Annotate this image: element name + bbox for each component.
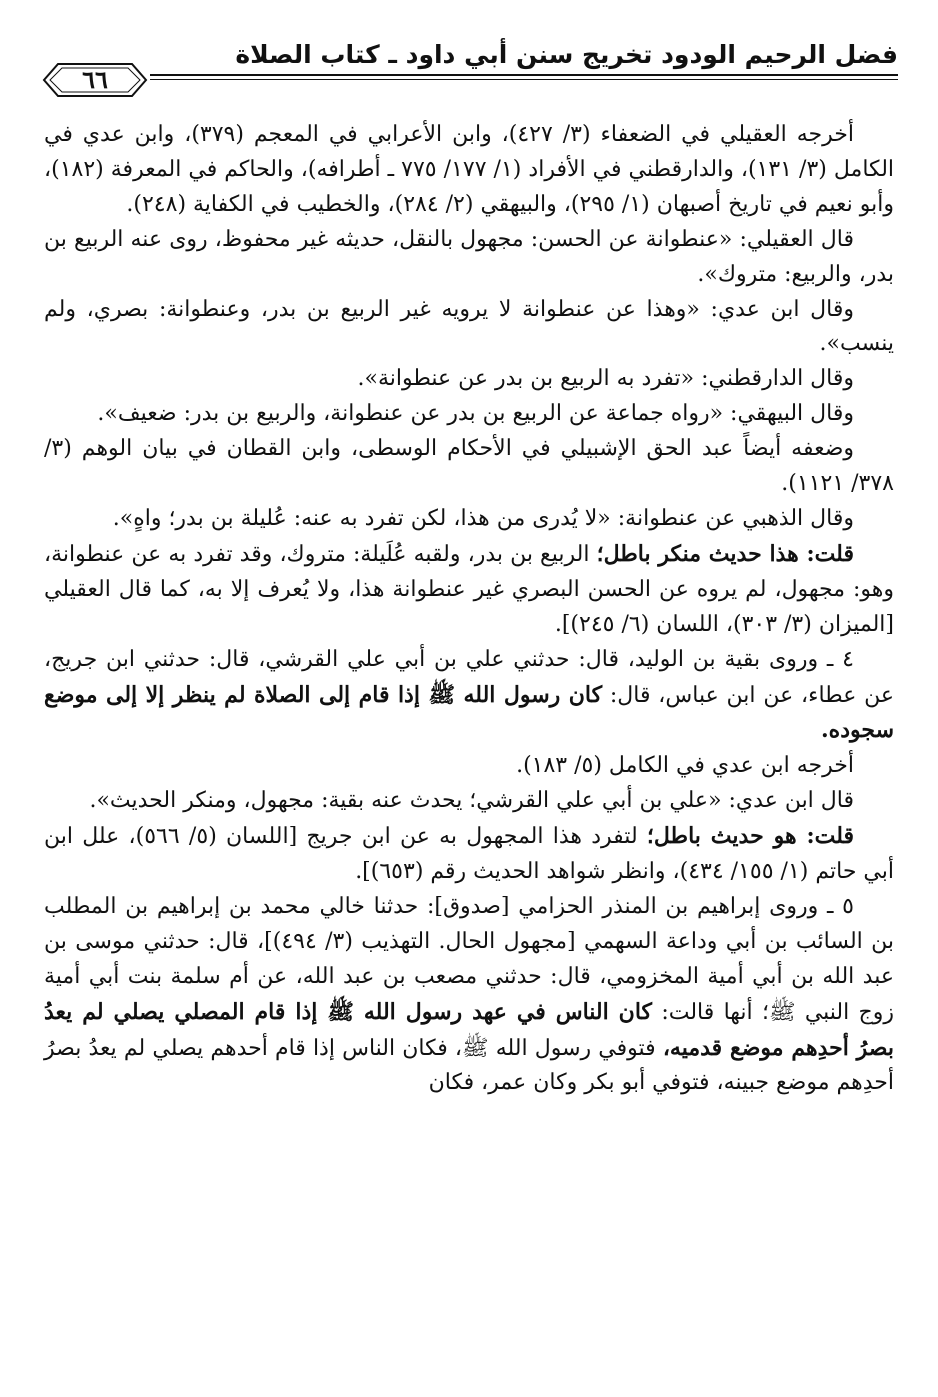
paragraph: [44, 643, 894, 750]
page-header: [40, 38, 898, 102]
paragraph: [44, 118, 894, 223]
verdict-bold: قلت: هذا حديث منكر باطل؛: [596, 540, 854, 567]
paragraph: [44, 362, 894, 397]
paragraph: [44, 819, 894, 890]
main-text: [44, 118, 894, 1101]
paragraph: [44, 293, 894, 363]
paragraph: [44, 397, 894, 432]
paragraph: [44, 537, 894, 643]
page-number: ٦٦: [82, 65, 108, 94]
header-rule: [40, 74, 898, 76]
paragraph-text: قال ابن عدي: «علي بن أبي علي القرشي؛ يحدث عنه بقية: مجهول، ومنكر الحديث».: [89, 788, 854, 814]
paragraph-text: لتفرد هذا المجهول به عن ابن جريج [اللسان (٥/ ٥٦٦)، علل ابن أبي حاتم (١/ ١٥٥/ ٤٣٤)، وانظر شواهد الحديث رقم (٦٥٣)].: [44, 824, 894, 885]
paragraph: [44, 749, 894, 784]
paragraph: [44, 890, 894, 1101]
paragraph-text: ٥ ـ وروى إبراهيم بن المنذر الحزامي [صدوق]: حدثنا خالي محمد بن إبراهيم بن المطلب بن السائب بن أبي وداعة السهمي [مجهول الحال. التهذيب (٣/ ٤٩٤)]، قال: حدثني موسى بن عبد الله بن أبي أمية المخزومي، قال: حدثني مصعب بن عبد الله، عن أم سلمة بنت أبي أمية زوج النبي ﷺ؛ أنها قالت:: [44, 893, 895, 1025]
header-rule-thin: [40, 79, 898, 80]
paragraph-text: وقال الدارقطني: «تفرد به الربيع بن بدر عن عنطوانة».: [357, 366, 854, 392]
paragraph: [44, 432, 894, 502]
paragraph-text: وقال الذهبي عن عنطوانة: «لا يُدرى من هذا، لكن تفرد به عنه: عُليلة بن بدر؛ واهٍ».: [112, 505, 854, 531]
paragraph-text: وضعفه أيضاً عبد الحق الإشبيلي في الأحكام الوسطى، وابن القطان في بيان الوهم (٣/ ٣٧٨/ ١١٢١).: [44, 436, 894, 497]
paragraph-text: ٤ ـ وروى بقية بن الوليد، قال: حدثني علي بن أبي علي القرشي، قال: حدثني ابن جريج، عن عطاء، عن ابن عباس، قال:: [44, 646, 895, 708]
running-title: فضل الرحيم الودود تخريج سنن أبي داود ـ كتاب الصلاة: [235, 40, 898, 69]
paragraph-text: وقال البيهقي: «رواه جماعة عن الربيع بن بدر عن عنطوانة، والربيع بن بدر: ضعيف».: [97, 401, 854, 427]
paragraph-text: قال العقيلي: «عنطوانة عن الحسن: مجهول بالنقل، حديثه غير محفوظ، روى عنه الربيع بن بدر، والربيع: متروك».: [44, 226, 894, 287]
hadith-text-bold: كان الناس في عهد رسول الله ﷺ إذا قام المصلي يصلي لم يعدُ بصرُ أحدِهم موضع قدميه،: [44, 998, 894, 1061]
hadith-text-bold: كان رسول الله ﷺ إذا قام إلى الصلاة لم ينظر إلا إلى موضع سجوده.: [44, 681, 894, 744]
page-number-badge: [40, 60, 150, 100]
paragraph: [44, 223, 894, 293]
paragraph-text: أخرجه ابن عدي في الكامل (٥/ ١٨٣).: [516, 753, 854, 779]
paragraph: [44, 784, 894, 819]
paragraph-text: أخرجه العقيلي في الضعفاء (٣/ ٤٢٧)، وابن الأعرابي في المعجم (٣٧٩)، وابن عدي في الكامل (٣/ ١٣١)، والدارقطني في الأفراد (١/ ١٧٧/ ٧٧٥ ـ أطرافه)، والحاكم في المعرفة (١٨٢)، وأبو نعيم في تاريخ أصبهان (١/ ٢٩٥)، والبيهقي (٢/ ٢٨٤)، والخطيب في الكفاية (٢٤٨).: [44, 122, 895, 217]
paragraph-text: وقال ابن عدي: «وهذا عن عنطوانة لا يرويه غير الربيع بن بدر، وعنطوانة: بصري، ولم ينسب».: [44, 296, 894, 357]
paragraph-text-after: فتوفي رسول الله ﷺ، فكان الناس إذا قام أحدهم يصلي لم يعدُ بصرُ أحدِهم موضع جبينه، فتوفي أبو بكر وكان عمر، فكان: [44, 1035, 894, 1096]
paragraph-text: الربيع بن بدر، ولقبه عُلَيلة: متروك، وقد تفرد به عن عنطوانة، وهو: مجهول، لم يروه عن الحسن البصري غير عنطوانة هذا، ولا يُعرف إلا به، كما قال العقيلي [الميزان (٣/ ٣٠٣)، اللسان (٦/ ٢٤٥)].: [44, 541, 894, 637]
paragraph: [44, 502, 894, 537]
verdict-bold: قلت: هو حديث باطل؛: [646, 823, 854, 850]
